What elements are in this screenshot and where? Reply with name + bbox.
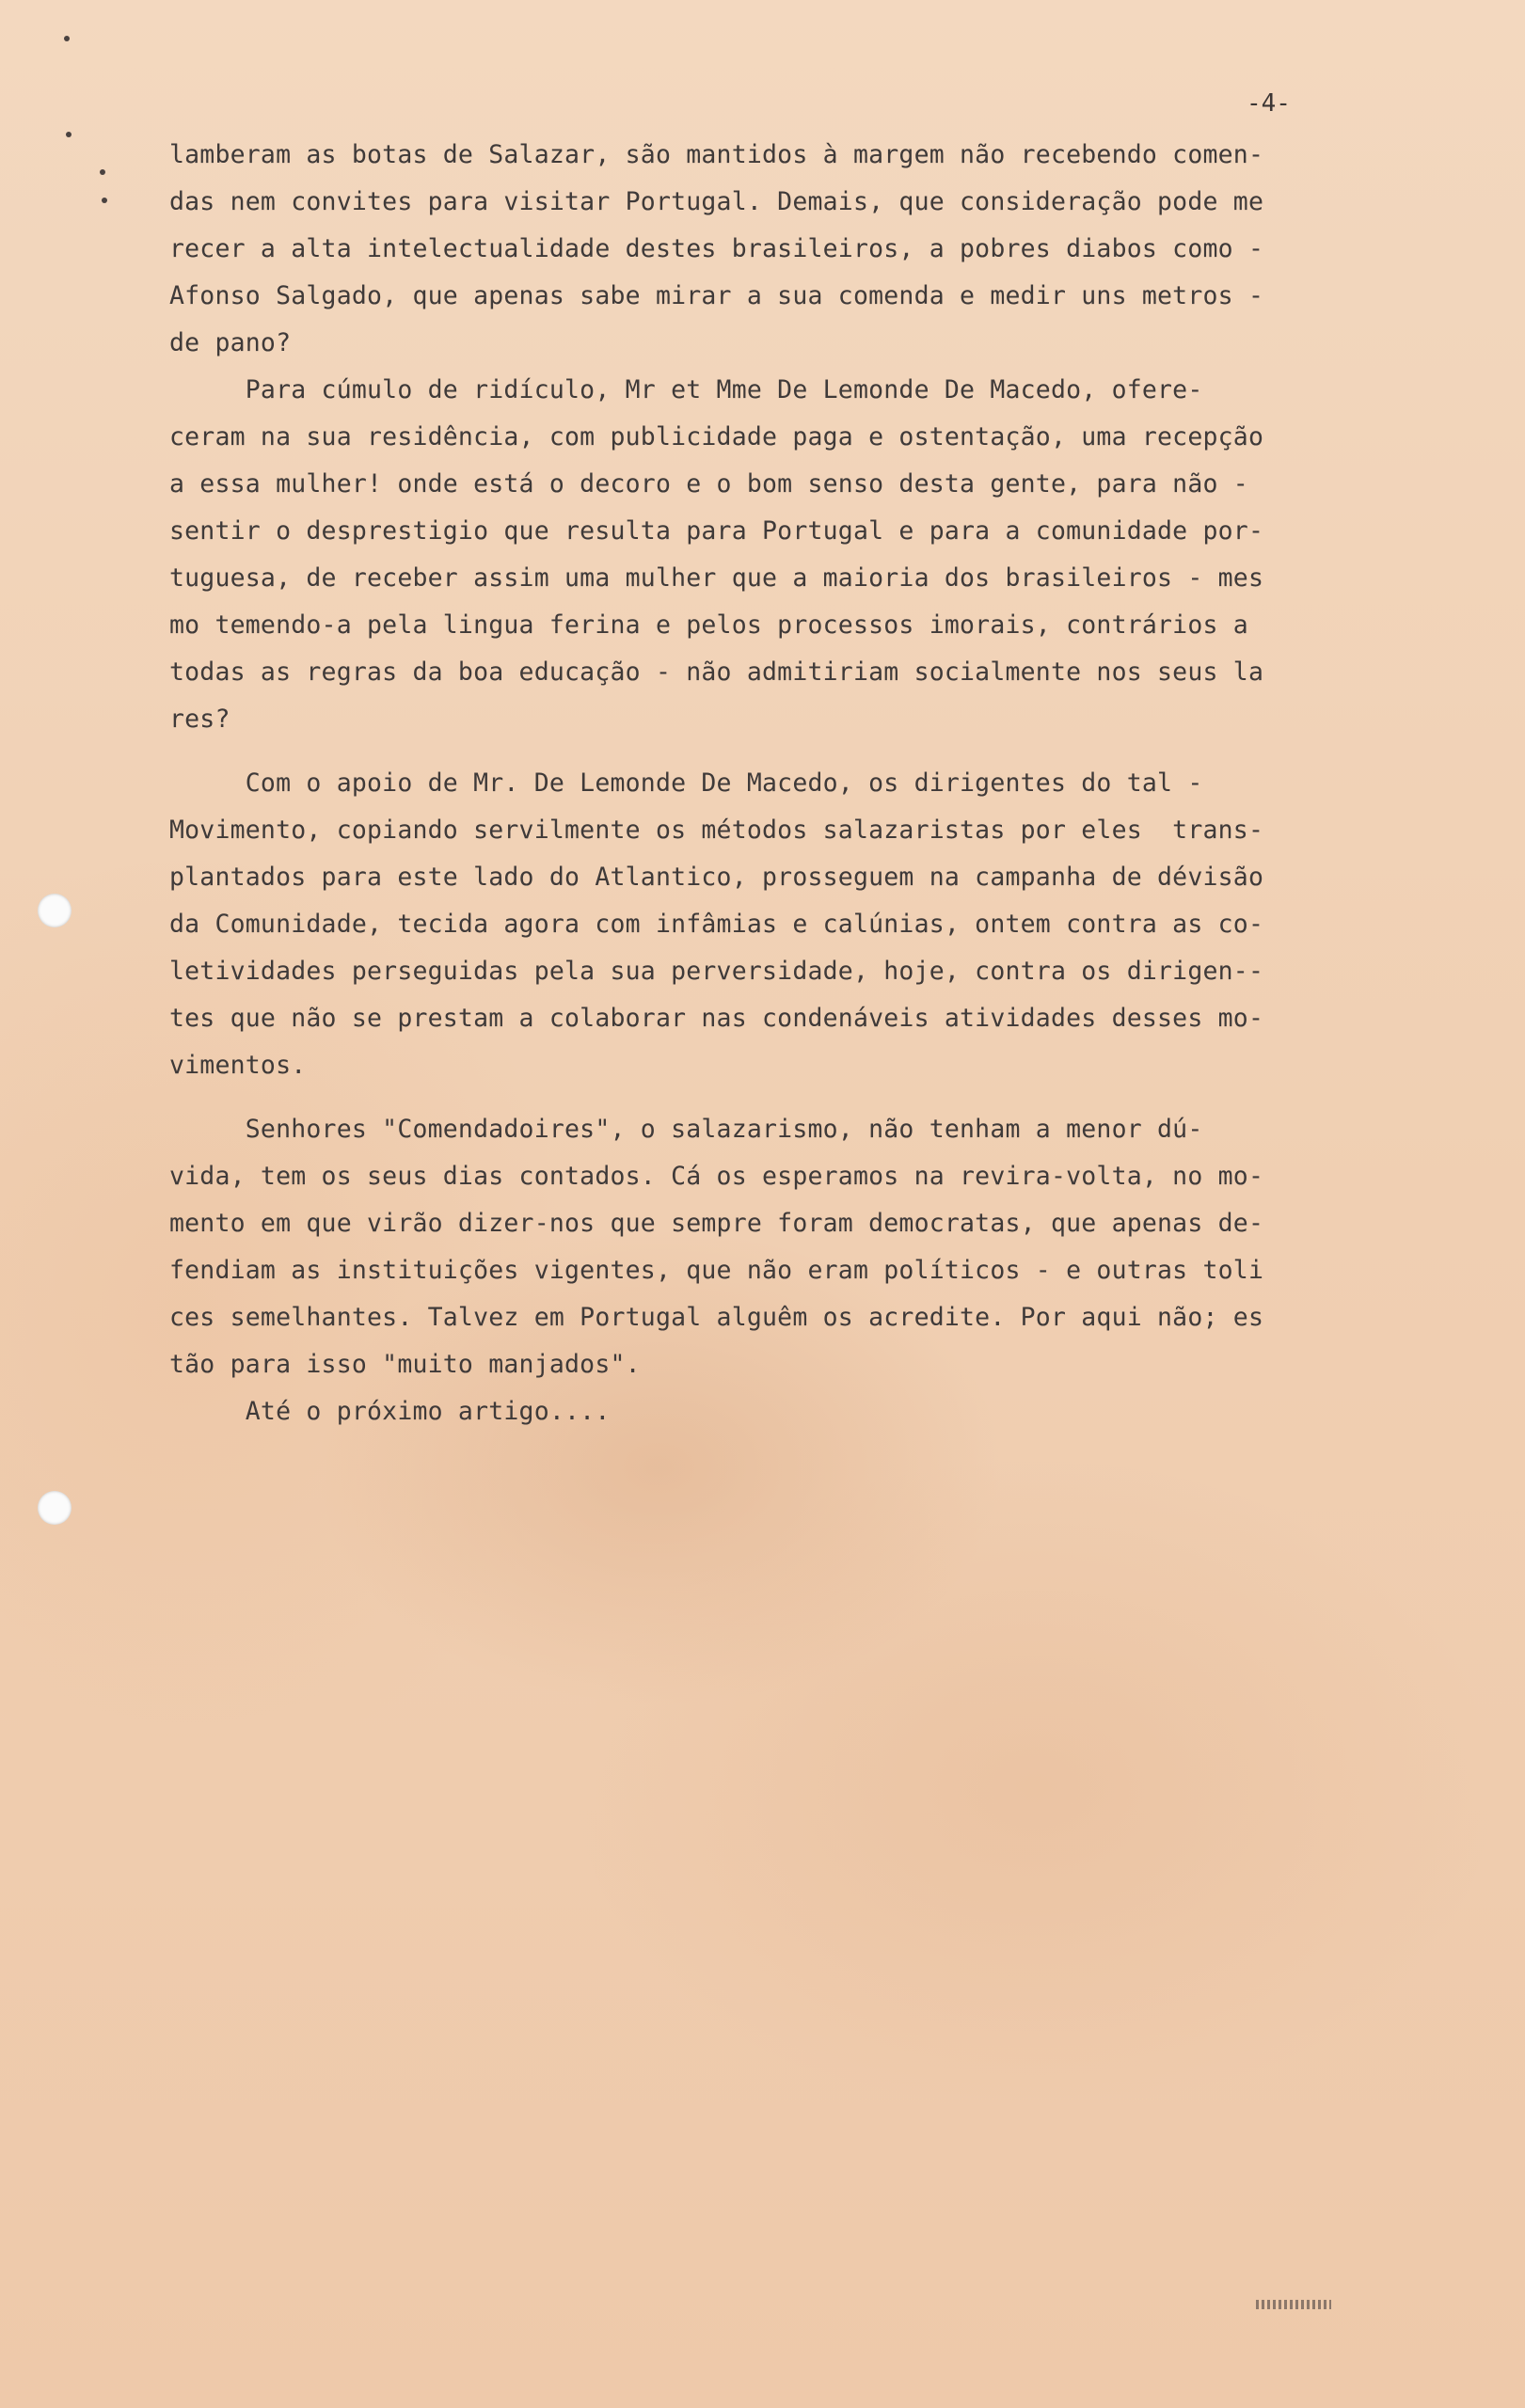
- text-line: Até o próximo artigo....: [169, 1397, 611, 1426]
- text-line: Movimento, copiando servilmente os métodos salazaristas por eles trans-: [169, 816, 1264, 845]
- text-line: res?: [169, 705, 230, 734]
- text-line: fendiam as instituições vigentes, que não eram políticos - e outras toli: [169, 1256, 1264, 1285]
- text-line: Senhores "Comendadoires", o salazarismo, não tenham a menor dú-: [169, 1115, 1203, 1144]
- text-line: das nem convites para visitar Portugal. Demais, que consideração pode me: [169, 187, 1264, 216]
- text-line: ceram na sua residência, com publicidade paga e ostentação, uma recepção: [169, 422, 1264, 452]
- typed-text-body: [169, 132, 1317, 1435]
- text-line: Com o apoio de Mr. De Lemonde De Macedo, os dirigentes do tal -: [169, 768, 1203, 798]
- text-line: letividades perseguidas pela sua perversidade, hoje, contra os dirigen--: [169, 957, 1264, 986]
- text-line: a essa mulher! onde está o decoro e o bom senso desta gente, para não -: [169, 469, 1248, 499]
- text-line: da Comunidade, tecida agora com infâmias e calúnias, ontem contra as co-: [169, 910, 1264, 939]
- punch-hole: [38, 1491, 71, 1525]
- paragraph: [169, 760, 1317, 1089]
- text-line: Para cúmulo de ridículo, Mr et Mme De Lemonde De Macedo, ofere-: [169, 375, 1203, 404]
- text-line: plantados para este lado do Atlantico, prosseguem na campanha de dévisão: [169, 863, 1264, 892]
- paragraph: [169, 132, 1317, 367]
- text-line: de pano?: [169, 328, 292, 357]
- text-line: mento em que virão dizer-nos que sempre foram democratas, que apenas de-: [169, 1209, 1264, 1238]
- text-line: ces semelhantes. Talvez em Portugal alguêm os acredite. Por aqui não; es: [169, 1303, 1264, 1332]
- text-line: tão para isso "muito manjados".: [169, 1350, 641, 1379]
- paragraph: [169, 1106, 1317, 1435]
- text-line: vimentos.: [169, 1051, 307, 1080]
- text-line: lamberam as botas de Salazar, são mantidos à margem não recebendo comen-: [169, 140, 1264, 169]
- text-line: sentir o desprestigio que resulta para Portugal e para a comunidade por-: [169, 516, 1264, 546]
- ink-smudge: [1256, 2300, 1331, 2309]
- margin-marks: [56, 19, 94, 207]
- text-line: vida, tem os seus dias contados. Cá os esperamos na revira-volta, no mo-: [169, 1162, 1264, 1191]
- page-number: -4-: [1247, 89, 1291, 118]
- text-line: todas as regras da boa educação - não admitiriam socialmente nos seus la: [169, 657, 1264, 687]
- text-line: tes que não se prestam a colaborar nas condenáveis atividades desses mo-: [169, 1004, 1264, 1033]
- text-line: recer a alta intelectualidade destes brasileiros, a pobres diabos como -: [169, 234, 1264, 263]
- text-line: tuguesa, de receber assim uma mulher que a maioria dos brasileiros - mes: [169, 563, 1264, 593]
- text-line: Afonso Salgado, que apenas sabe mirar a sua comenda e medir uns metros -: [169, 281, 1264, 310]
- text-line: mo temendo-a pela lingua ferina e pelos processos imorais, contrários a: [169, 610, 1248, 640]
- paragraph: [169, 367, 1317, 743]
- punch-hole: [38, 894, 71, 927]
